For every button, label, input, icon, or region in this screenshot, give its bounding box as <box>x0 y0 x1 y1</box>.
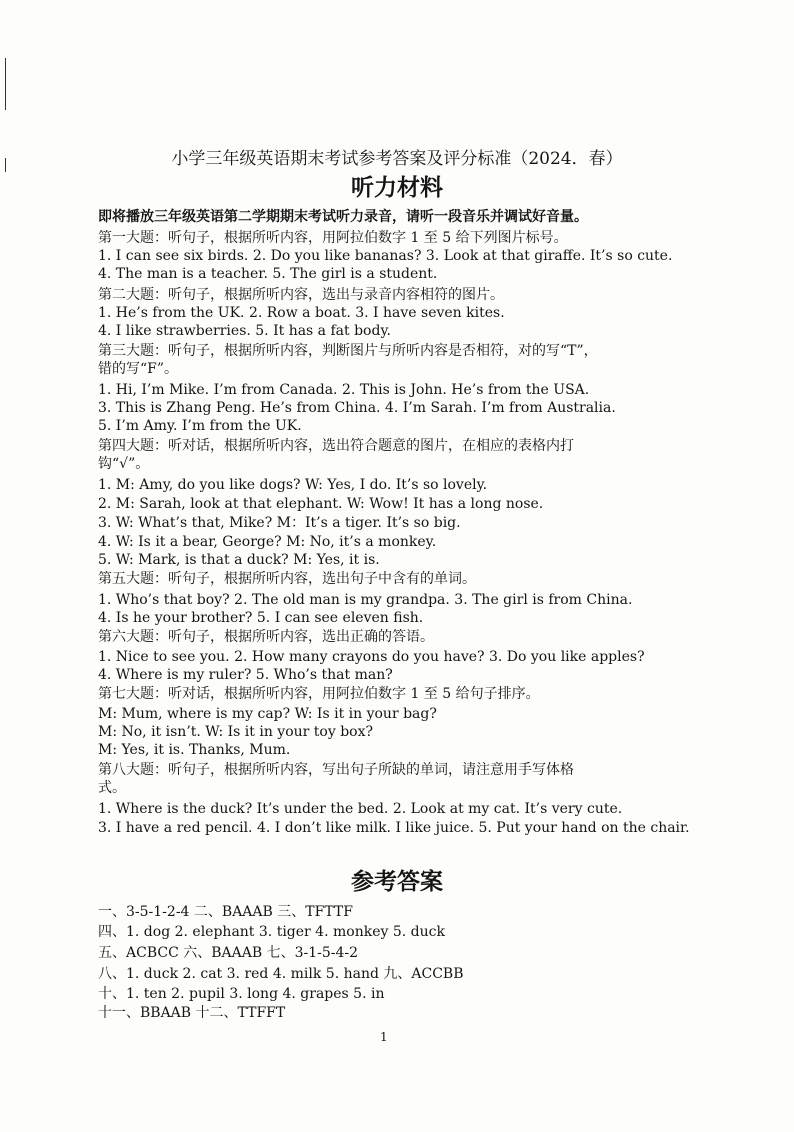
text-line: M: No, it isn’t. W: Is it in your toy box? <box>98 724 373 740</box>
text-line: 第八大题：听句子，根据所听内容，写出句子所缺的单词，请注意用手写体格 <box>98 762 574 778</box>
text-line: M: Yes, it is. Thanks, Mum. <box>98 742 291 758</box>
answer-line: 一、3-5-1-2-4 二、BAAAB 三、TFTTF <box>98 904 353 920</box>
answer-line: 八、1. duck 2. cat 3. red 4. milk 5. hand 九、ACCBB <box>98 966 464 982</box>
text-line: 1. He’s from the UK. 2. Row a boat. 3. I have seven kites. <box>98 305 505 321</box>
text-line: 第三大题：听句子，根据所听内容，判断图片与所听内容是否相符，对的写“T”， <box>98 343 598 359</box>
text-line: 3. W: What’s that, Mike? M：It’s a tiger. It’s so big. <box>98 515 461 531</box>
text-line: 5. I’m Amy. I’m from the UK. <box>98 418 302 434</box>
text-line: 1. Hi, I’m Mike. I’m from Canada. 2. This is John. He’s from the USA. <box>98 382 590 398</box>
intro-text: 即将播放三年级英语第二学期期末考试听力录音，请听一段音乐并调试好音量。 <box>98 209 588 225</box>
text-line: 1. I can see six birds. 2. Do you like bananas? 3. Look at that giraffe. It’s so cute. <box>98 248 673 264</box>
text-line: 第一大题：听句子，根据所听内容，用阿拉伯数字 1 至 5 给下列图片标号。 <box>98 230 568 246</box>
text-line: 4. I like strawberries. 5. It has a fat body. <box>98 323 391 339</box>
text-line: 5. W: Mark, is that a duck? M: Yes, it is. <box>98 552 380 568</box>
answers-heading: 参考答案 <box>351 868 443 895</box>
answer-line: 十一、BBAAB 十二、TTFFT <box>98 1005 286 1021</box>
text-line: 3. I have a red pencil. 4. I don’t like milk. I like juice. 5. Put your hand on the chair. <box>98 820 690 836</box>
text-line: 4. Is he your brother? 5. I can see eleven fish. <box>98 610 424 626</box>
text-line: 4. The man is a teacher. 5. The girl is a student. <box>98 266 438 282</box>
page-title: 小学三年级英语期末考试参考答案及评分标准（2024．春） <box>171 149 623 169</box>
text-line: 第四大题：听对话，根据所听内容，选出符合题意的图片，在相应的表格内打 <box>98 438 574 454</box>
text-line: 第六大题：听句子，根据所听内容，选出正确的答语。 <box>98 629 434 645</box>
listening-heading: 听力材料 <box>351 174 443 201</box>
text-line: 2. M: Sarah, look at that elephant. W: Wow! It has a long nose. <box>98 496 544 512</box>
text-line: 3. This is Zhang Peng. He’s from China. 4. I’m Sarah. I’m from Australia. <box>98 400 616 416</box>
text-line: 钩“√”。 <box>98 456 150 472</box>
text-line: 第七大题：听对话，根据所听内容，用阿拉伯数字 1 至 5 给句子排序。 <box>98 686 540 702</box>
text-line: 1. Who’s that boy? 2. The old man is my grandpa. 3. The girl is from China. <box>98 592 633 608</box>
text-line: 4. Where is my ruler? 5. Who’s that man? <box>98 667 393 683</box>
answer-line: 五、ACBCC 六、BAAAB 七、3-1-5-4-2 <box>98 945 359 961</box>
text-line: 错的写“F”。 <box>98 361 179 377</box>
text-line: 式。 <box>98 780 126 796</box>
scan-edge-mark <box>5 58 6 110</box>
text-line: 第五大题：听句子，根据所听内容，选出句子中含有的单词。 <box>98 571 476 587</box>
text-line: 1. Nice to see you. 2. How many crayons do you have? 3. Do you like apples? <box>98 649 645 665</box>
text-line: 1. M: Amy, do you like dogs? W: Yes, I do. It’s so lovely. <box>98 477 488 493</box>
answer-line: 十、1. ten 2. pupil 3. long 4. grapes 5. in <box>98 986 385 1002</box>
text-line: 1. Where is the duck? It’s under the bed. 2. Look at my cat. It’s very cute. <box>98 801 623 817</box>
text-line: M: Mum, where is my cap? W: Is it in your bag? <box>98 706 437 722</box>
page-number: 1 <box>380 1030 388 1044</box>
text-line: 第二大题：听句子，根据所听内容，选出与录音内容相符的图片。 <box>98 287 504 303</box>
text-line: 4. W: Is it a bear, George? M: No, it’s a monkey. <box>98 534 437 550</box>
answer-line: 四、1. dog 2. elephant 3. tiger 4. monkey 5. duck <box>98 924 445 940</box>
